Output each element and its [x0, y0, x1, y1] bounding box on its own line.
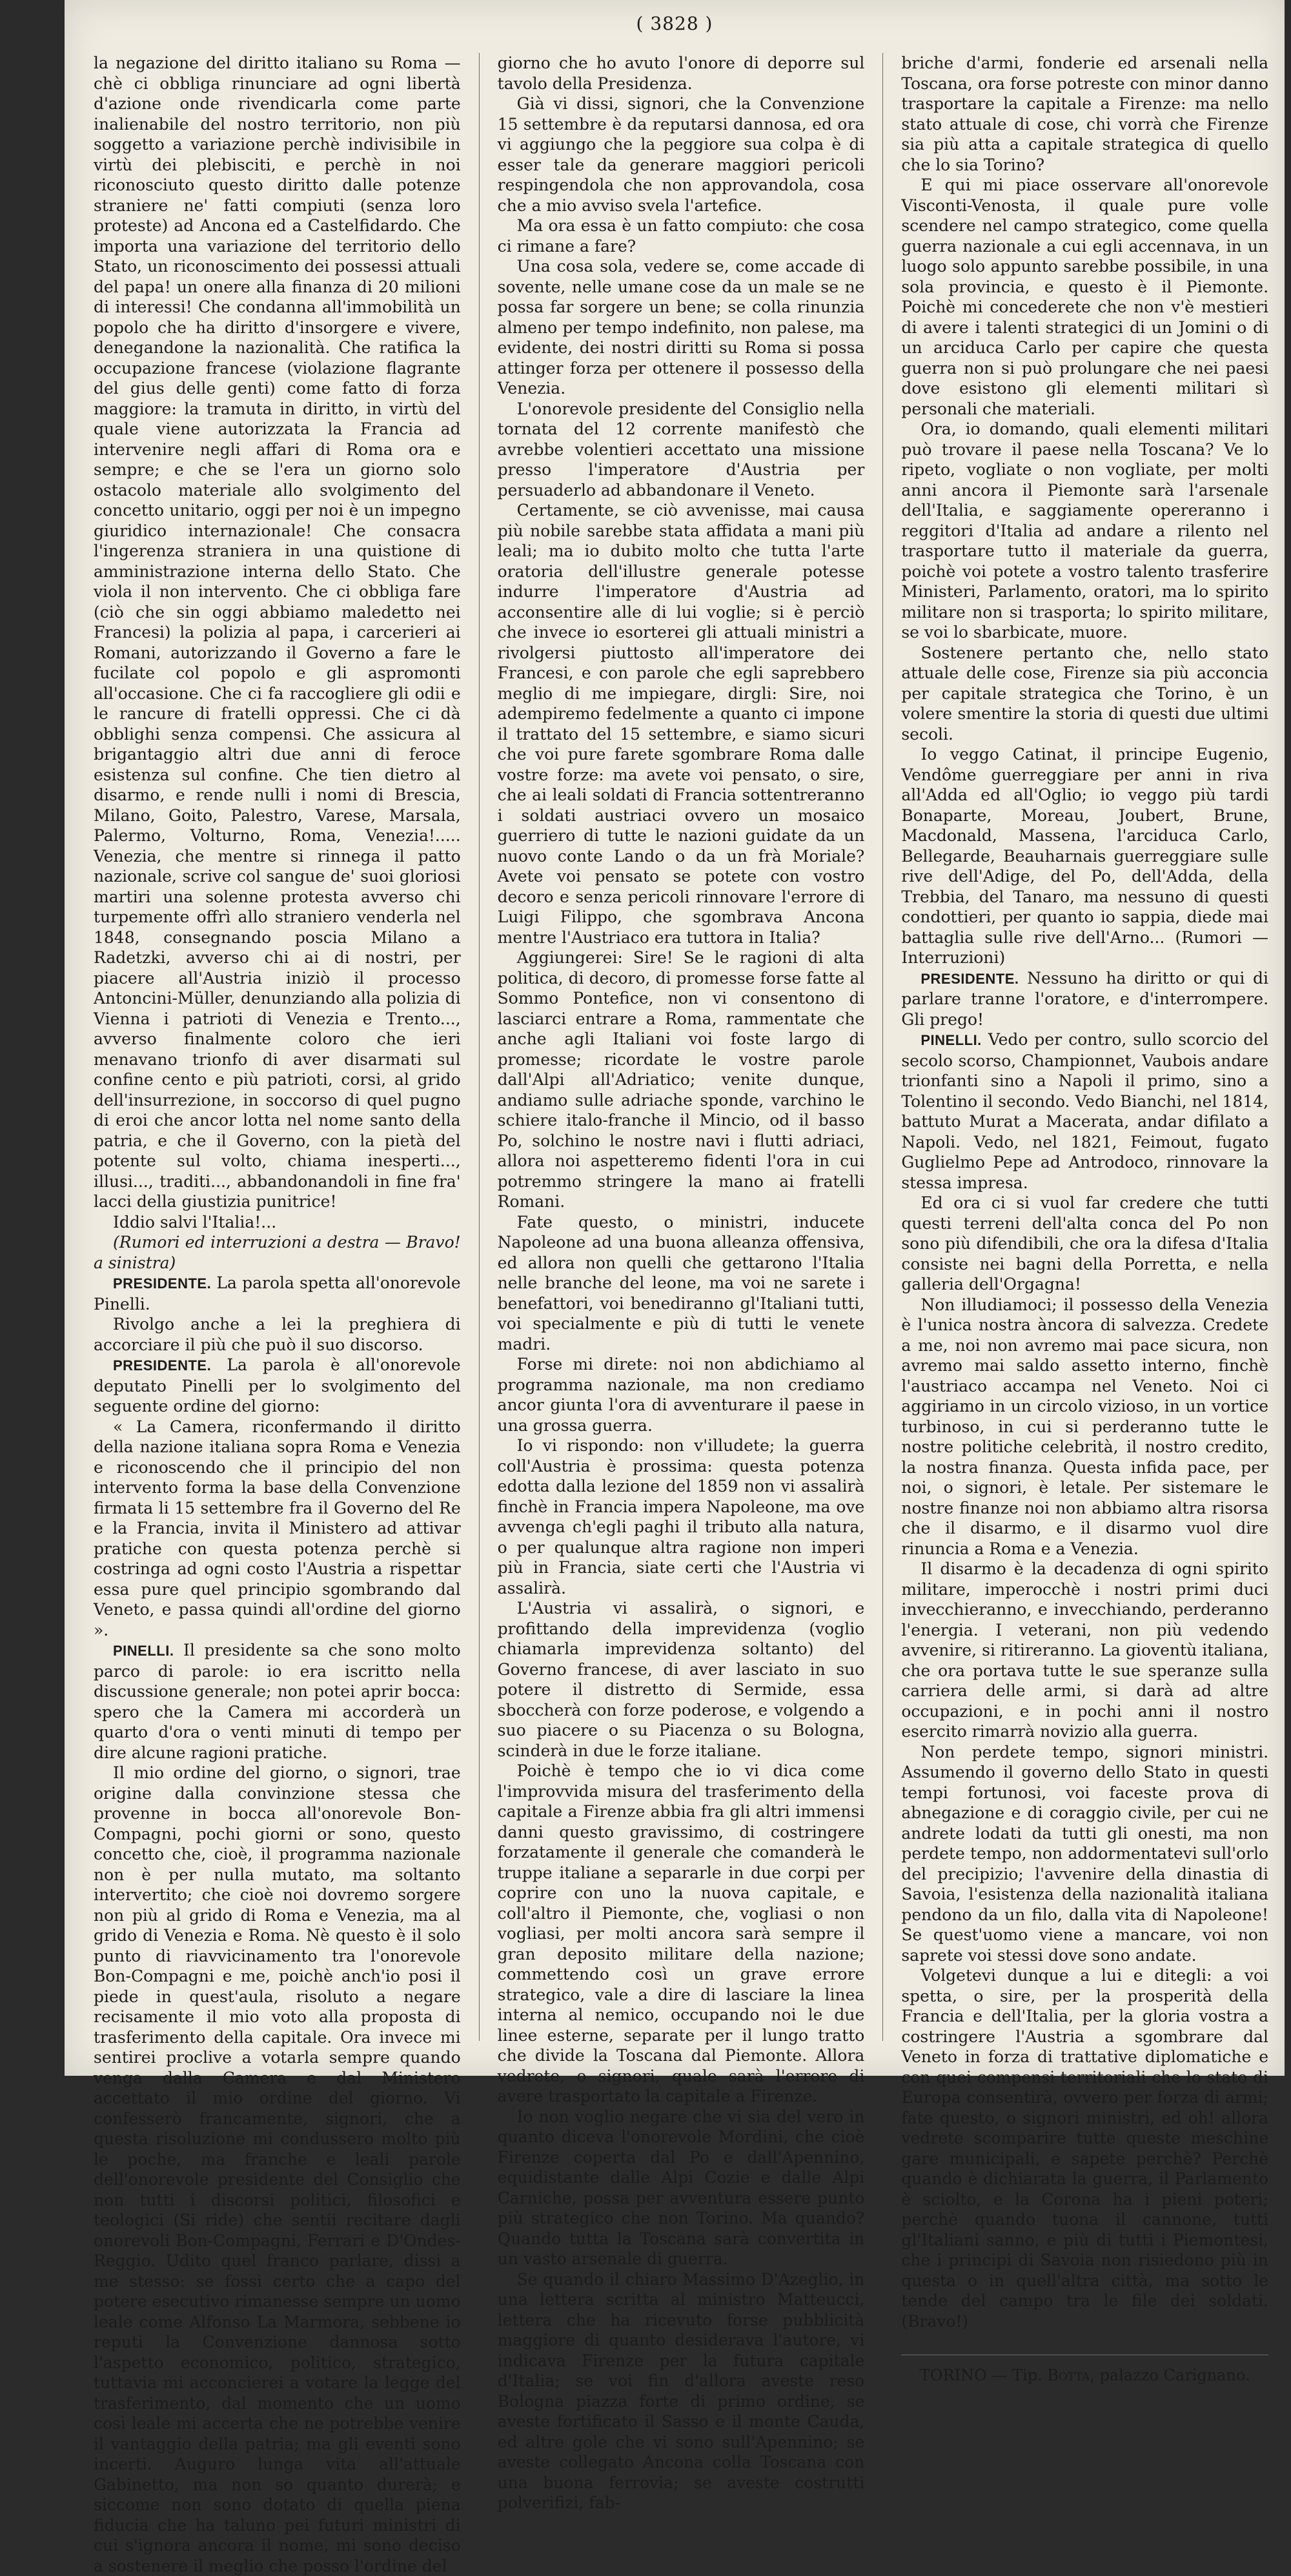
paragraph	[94, 1355, 461, 1417]
paragraph	[901, 1742, 1268, 1966]
paragraph-text: Se quando il chiaro Massimo D'Azeglio, in una lettera scritta al ministro Matteucci, lettera che ha ricevuto forse pubblicità maggiore di quanto desiderava l'autore, vi indicava Firenze per la futura capitale d'Italia; se voi fin d'allora aveste reso Bologna piazza forte di primo ordine, se aveste fortificato il Sasso e il monte Cauda, ed altre gole che vi sono sull'Apennino; se aveste collegato Ancona colla Toscana con una buona ferrovia; se aveste costrutti polverifizi, fab-	[497, 2269, 865, 2512]
paragraph-text: Aggiungerei: Sire! Se le ragioni di alta politica, di decoro, di promesse forse fatte al Sommo Pontefice, non vi consentono di lasciarci entrare a Roma, rammentate che anche agli Italiani voi foste largo di promesse; ricordate le vostre parole dall'Alpi all'Adriatico; venite dunque, andiamo sulle adriache sponde, varchino le schiere italo-franche il Mincio, od il basso Po, solchino le nostre navi i flutti adriaci, allora noi aspetteremo fidenti l'ora in cui potremmo stringere la mano ai fratelli Romani.	[497, 948, 865, 1211]
paragraph-text: Certamente, se ciò avvenisse, mai causa più nobile sarebbe stata affidata a mani più leali; ma io dubito molto che tutta l'arte oratoria dell'illustre generale potesse indurre l'imperatore d'Austria ad acconsentire alle di lui voglie; si è perciò che invece io esorterei gli attuali ministri a rivolgersi piuttosto all'imperatore dei Francesi, e con parole che egli saprebbero meglio di me impiegare, dirgli: Sire, noi adempiremo fedelmente a quanto ci impone il trattato del 15 settembre, e siamo sicuri che voi pure farete sgombrare Roma dalle vostre forze: ma avete voi pensato, o sire, che ai leali soldati di Francia sottentreranno i soldati austriaci ovvero un mosaico guerriero di tutte le nazioni guidate da un nuovo conte Lando o da un frà Moriale? Avete voi pensato se potete con vostro decoro e senza pericoli rinnovare l'errore di Luigi Filippo, che sgombrava Ancona mentre l'Austriaco era tuttora in Italia?	[497, 501, 865, 947]
paragraph	[498, 1354, 865, 1435]
paragraph	[901, 1193, 1268, 1295]
paragraph	[498, 399, 865, 501]
paragraph	[498, 2107, 865, 2269]
paragraph-text: « La Camera, riconfermando il diritto della nazione italiana sopra Roma e Venezia e riconoscendo che il principio del non intervento forma la base della Convenzione firmata li 15 settembre fra il Governo del Re e la Francia, invita il Ministero ad attivar pratiche con questa potenza perchè si costringa ad ogni costo l'Austria a rispettar essa pure quel principio sgombrando dal Veneto, e passa quindi all'ordine del giorno ».	[94, 1417, 461, 1639]
paragraph-text: Io vi rispondo: non v'illudete; la guerra coll'Austria è prossima: questa potenza edotta dalla lezione del 1859 non vi assalirà finchè in Francia impera Napoleone, ma ove avvenga ch'egli paghi il tributo alla natura, o per qualunque altra ragione non imperi più in Francia, siate certi che l'Austria vi assalirà.	[497, 1436, 865, 1597]
column-2	[497, 53, 865, 2512]
imprint-city: TORINO	[919, 2366, 987, 2384]
paragraph-text: Il disarmo è la decadenza di ogni spirito militare, imperocchè i nostri primi duci invecchieranno, e invecchiando, perderanno l'energia. I veterani, non più vedendo avvenire, si ritireranno. La gioventù italiana, che ora portava tutte le sue speranze sulla carriera delle armi, si darà ad altre occupazioni, e in pochi anni il nostro esercito rimarrà novizio alla guerra.	[901, 1559, 1269, 1741]
page-number: ( 3828 )	[636, 13, 713, 34]
paragraph	[94, 1763, 461, 2576]
paragraph-text: Il mio ordine del giorno, o signori, trae origine dalla convinzione stessa che provenne in bocca all'onorevole Bon-Compagni, pochi giorni or sono, questo concetto che, cioè, il programma nazionale non è per nulla mutato, ma soltanto intervertito; che cioè noi dovremo sorgere non più al grido di Roma e Venezia, ma al grido di Venezia e Roma. Nè questo è il solo punto di riavvicinamento tra l'onorevole Bon-Compagni e me, poichè anch'io posi il piede in quest'aula, risoluto a negare recisamente il mio voto alla proposta di trasferimento della capitale. Ora invece mi sentirei proclive a votarla sempre quando venga dalla Camera e dal Ministero accettato il mio ordine del giorno. Vi confesserò francamente, signori, che a questa risoluzione mi condussero molto più le poche, ma franche e leali parole dell'onorevole presidente del Consiglio che non tutti i discorsi politici, filosofici e teologici (Si ride) che sentii recitare dagli onorevoli Bon-Compagni, Ferrari e D'Ondes-Reggio. Udito quel franco parlare, dissi a me stesso: se fossi certo che a capo del potere esecutivo rimanesse sempre un uomo leale come Alfonso La Marmora, sebbene io reputi la Convenzione dannosa sotto l'aspetto economico, politico, strategico, tuttavia mi acconcierei a votare la legge del trasferimento, dal momento che un uomo così leale mi accerta che ne potrebbe venire il vantaggio della patria; ma gli eventi sono incerti. Auguro lunga vita all'attuale Gabinetto, ma non so quanto durerà; e siccome non sono dotato di quella piena fiducia che ha taluno pei futuri ministri di cui s'ignora ancora il nome, mi sono deciso a sostenere il meglio che posso l'ordine del	[94, 1763, 461, 2575]
speaker-name: PRESIDENTE.	[113, 1357, 212, 1374]
paragraph-text: Già vi dissi, signori, che la Convenzione 15 settembre è da reputarsi dannosa, ed ora vi aggiungo che la peggiore sua colpa è di esser tale da generare maggiori pericoli respingendola che non approvandola, cosa che a mio avviso svela l'artefice.	[497, 94, 865, 215]
paragraph	[901, 744, 1268, 968]
paragraph	[901, 1295, 1268, 1559]
column-1	[94, 53, 461, 2575]
paragraph-text: E qui mi piace osservare all'onorevole Visconti-Venosta, il quale pure volle scendere nel campo strategico, come quella guerra nazionale a cui egli accennava, in un luogo solo appunto sarebbe possibile, in una sola provincia, e questo è il Piemonte. Poichè mi concederete che non v'è mestieri di avere i talenti strategici di un Jomini o di un arciduca Carlo per capire che questa guerra non si può prolungare che nei paesi dove esistono gli elementi militari sì personali che materiali.	[901, 176, 1269, 418]
paragraph-text: briche d'armi, fonderie ed arsenali nella Toscana, ora forse potreste con minor danno trasportare la capitale a Firenze: ma nello stato attuale di cose, chi vorrà che Firenze sia più atta a capitale strategica di quello che lo sia Torino?	[901, 54, 1269, 174]
paragraph	[498, 216, 865, 256]
paragraph	[901, 643, 1268, 745]
column-divider	[882, 53, 883, 2041]
paragraph-text: Rivolgo anche a lei la preghiera di accorciare il più che può il suo discorso.	[94, 1315, 461, 1354]
paragraph	[94, 1640, 461, 1763]
paragraph-text: La parola è all'onorevole deputato Pinelli per lo svolgimento del seguente ordine del giorno:	[94, 1355, 461, 1415]
paragraph	[901, 1029, 1268, 1193]
paragraph-text: Iddio salvi l'Italia!...	[113, 1212, 277, 1232]
paragraph	[94, 1417, 461, 1641]
paragraph-text: La parola spetta all'onorevole Pinelli.	[94, 1273, 461, 1313]
speaker-name: PRESIDENTE.	[113, 1275, 212, 1292]
paragraph	[94, 53, 461, 1212]
paragraph-text: Vedo per contro, sullo scorcio del secolo scorso, Championnet, Vaubois andare trionfanti sino a Napoli il primo, sino a Tolentino il secondo. Vedo Bianchi, nel 1814, battuto Murat a Macerata, andar difilato a Napoli. Vedo, nel 1821, Feimout, fugato Guglielmo Pepe ad Antrodoco, rinnovare la stessa impresa.	[901, 1030, 1269, 1192]
printer-imprint	[901, 2355, 1268, 2386]
paragraph	[498, 53, 865, 94]
paragraph-text: Poichè è tempo che io vi dica come l'improvvida misura del trasferimento della capitale a Firenze abbia fra gli altri immensi danni questo gravissimo, di costringere forzatamente il generale che comanderà le truppe italiane a separarle in due corpi per coprire con uno la nuova capitale, e coll'altro il Piemonte, che, vogliasi o non vogliasi, per molti ancora sarà sempre il gran deposito militare della nazione; commettendo così un grave errore strategico, vale a dire di lasciare la linea interna al nemico, occupando noi le due linee esterne, separate per il lungo tratto che divide la Toscana dal Piemonte. Allora vedrete, o signori, quale sarà l'errore di avere trasportato la capitale a Firenze.	[497, 1761, 865, 2105]
paragraph	[498, 1598, 865, 1761]
imprint-dash: —	[991, 2366, 1008, 2384]
paragraph	[498, 2269, 865, 2513]
paragraph	[94, 1314, 461, 1355]
paragraph	[94, 1232, 461, 1273]
speaker-name: PINELLI.	[920, 1032, 982, 1048]
imprint-printer: Botta	[1047, 2366, 1090, 2384]
paragraph-text: Ora, io domando, quali elementi militari può trovare il paese nella Toscana? Ve lo ripeto, vogliate o non vogliate, per molti anni ancora il Piemonte sarà l'arsenale dell'Italia, e saggiamente opereranno i reggitori d'Italia ad andare a rilento nel trasportare tutto il materiale da guerra, poichè voi potete a vostro talento trasferire Ministeri, Parlamento, oratori, ma lo spirito militare non si trasporta; lo spirito militare, se voi lo sbarbicate, muore.	[901, 420, 1269, 642]
paragraph	[498, 500, 865, 948]
paragraph	[901, 53, 1268, 175]
column-3	[901, 53, 1269, 2384]
paragraph-text: Volgetevi dunque a lui e ditegli: a voi spetta, o sire, per la prosperità della Francia e dell'Italia, per la gloria vostra a costringere l'Austria a sgombrare dal Veneto in forza di trattative diplomatiche e con quei compensi territoriali che lo stato di Europa consentirà, ovvero per forza di armi; fate questo, o signori ministri, ed oh! allora vedrete scomparire tutte queste meschine gare municipali, e sapete perchè? Perchè quando è dichiarata la guerra, il Parlamento è sciolto, e la Corona ha i pieni poteri; perchè quando tuona il cannone, tutti gl'Italiani sanno, e più di tutti i Piemontesi, che i principi di Savoia non risiedono più in questa o in quell'altra città, ma sotto le tende del campo tra le file dei soldati. (Bravo!)	[901, 1966, 1269, 2331]
speaker-name: PINELLI.	[113, 1643, 174, 1659]
paragraph-text: Forse mi direte: noi non abdichiamo al programma nazionale, ma non crediamo ancor giunta l'ora di avventurare il paese in una grossa guerra.	[497, 1355, 865, 1435]
paragraph	[498, 1761, 865, 2107]
text-columns	[94, 53, 1269, 2575]
paragraph	[498, 256, 865, 399]
paragraph-text: Io veggo Catinat, il principe Eugenio, Vendôme guerreggiare per anni in riva all'Adda ed all'Oglio; io veggo più tardi Bonaparte, Moreau, Joubert, Brune, Macdonald, Massena, l'arciduca Carlo, Bellegarde, Beauharnais guerreggiare sulle rive dell'Adige, del Po, dell'Adda, della Trebbia, del Tanaro, ma nessuno di questi condottieri, per quanto io sappia, diede mai battaglia sulle rive dell'Arno... (Rumori — Interruzioni)	[901, 745, 1269, 967]
paragraph-text: Il presidente sa che sono molto parco di parole: io era iscritto nella discussione generale; non potei aprir bocca: spero che la Camera mi accorderà un quarto d'ora o venti minuti di tempo per dire alcune ragioni pratiche.	[94, 1641, 461, 1762]
speaker-name: PRESIDENTE.	[920, 970, 1019, 987]
paragraph	[901, 1559, 1268, 1742]
paragraph-text: Ed ora ci si vuol far credere che tutti questi terreni dell'alta conca del Po non sono più difendibili, che ora la difesa d'Italia consiste nei bagni della Porretta, e nella galleria dell'Orgagna!	[901, 1193, 1269, 1293]
paragraph-text: Ma ora essa è un fatto compiuto: che cosa ci rimane a fare?	[497, 216, 865, 256]
column-divider	[479, 53, 480, 2041]
paragraph-text: Una cosa sola, vedere se, come accade di sovente, nelle umane cose da un male se ne possa far sorgere un bene; se colla rinunzia almeno per tempo indefinito, non palese, ma evidente, dei nostri diritti su Roma si possa attinger forza per ottenere il possesso della Venezia.	[497, 257, 865, 398]
paragraph	[901, 175, 1268, 419]
paragraph-text: Fate questo, o ministri, inducete Napoleone ad una buona alleanza offensiva, ed allora non quelli che gettarono l'Italia nelle branche del leone, ma voi ne sarete i benefattori, voi benediranno gl'Italiani tutti, voi specialmente e più di tutti le venete madri.	[497, 1212, 865, 1354]
paragraph	[498, 1212, 865, 1355]
paragraph	[901, 419, 1268, 643]
paragraph	[901, 968, 1268, 1030]
paragraph-text: la negazione del diritto italiano su Roma — chè ci obbliga rinunciare ad ogni libertà d'azione onde rivendicarla come parte inalienabile del nostro territorio, non più soggetto a variazione perchè indivisibile in virtù dei plebisciti, e perchè in noi riconosciuto questo diritto dalle potenze straniere ne' fatti compiuti (senza loro proteste) ad Ancona ed a Castelfidardo. Che importa una variazione del territorio dello Stato, un riconoscimento dei possessi attuali del papa! un onere alla finanza di 20 milioni di interessi! Che condanna all'immobilità un popolo che ha diritto d'insorgere e vivere, denegandone la nazionalità. Che ratifica la occupazione francese (violazione flagrante del gius delle genti) come fatto di forza maggiore: la tramuta in diritto, in virtù del quale viene autorizzata la Francia ad intervenire negli affari di Roma ora e sempre; e che se l'era un giorno solo ostacolo materiale allo svolgimento del concetto unitario, oggi per noi è un impegno giuridico internazionale! Che consacra l'ingerenza straniera in una quistione di amministrazione interna dello Stato. Che viola il non intervento. Che ci obbliga fare (ciò che sin oggi abbiamo maledetto nei Francesi) la polizia al papa, i carcerieri ai Romani, autorizzando il Governo a fare le fucilate col popolo e gli aspromonti all'occasione. Che ci fa raccogliere gli odii e le rancure di fratelli oppressi. Che ci dà obblighi senza compensi. Che assicura al brigantaggio altri due anni di feroce esistenza sul confine. Che tien dietro al disarmo, e rende nulli i nomi di Brescia, Milano, Goito, Palestro, Varese, Marsala, Palermo, Volturno, Roma, Venezia!..... Venezia, che mentre si rinnega il patto nazionale, scrive col sangue de' suoi gloriosi martiri una solenne protesta avverso chi turpemente offrì allo straniero venderla nel 1848, consegnando poscia Milano a Radetzki, avverso chi ai di nostri, per piacere all'Austria iniziò il processo Antoncini-Müller, denunziando alla polizia di Vienna i patrioti di Venezia e Trento..., avverso finalmente coloro che ieri menavano trionfo di aver disarmati sul confine cento e più patrioti, corsi, al grido dell'insurrezione, in soccorso di quel pugno di eroi che ancor lotta nel nome santo della patria, e che il Governo, con la pietà del potente sul volto, chiama inesperti..., illusi..., traditi..., abbandonandoli in fine fra' lacci della giustizia punitrice!	[94, 54, 461, 1211]
paragraph	[94, 1212, 461, 1233]
newspaper-page	[65, 0, 1285, 2575]
paragraph-text: Sostenere pertanto che, nello stato attuale delle cose, Firenze sia più acconcia per capitale strategica che Torino, è un volere smentire la storia di questi due ultimi secoli.	[901, 643, 1269, 744]
paragraph-text: Non perdete tempo, signori ministri. Assumendo il governo dello Stato in questi tempi fortunosi, voi faceste prova di abnegazione e di coraggio civile, per cui ne andrete lodati da tutti gli onesti, ma non perdete tempo, non addormentatevi sull'orlo del precipizio; l'avvenire della dinastia di Savoia, l'esistenza della nazionalità italiana pendono da un filo, dalla vita di Napoleone! Se quest'uomo viene a mancare, voi non saprete voi stessi dove sono andate.	[901, 1742, 1269, 1965]
paragraph-text: Nessuno ha diritto or qui di parlare tranne l'oratore, e d'interrompere. Gli prego!	[901, 968, 1269, 1029]
paragraph	[901, 1965, 1268, 2331]
paragraph-text: L'onorevole presidente del Consiglio nella tornata del 12 corrente manifestò che avrebbe volentieri accettato una missione presso l'imperatore d'Austria per persuaderlo ad abbandonare il Veneto.	[497, 399, 865, 500]
paragraph-text: (Rumori ed interruzioni a destra — Bravo! a sinistra)	[94, 1233, 461, 1272]
paragraph-text: Io non voglio negare che vi sia del vero in quanto diceva l'onorevole Mordini, che cioè Firenze coperta dal Po e dall'Apennino, equidistante dalle Alpi Cozie e dalle Alpi Carniche, possa per avventura essere punto più strategico che non Torino. Ma quando? Quando tutta la Toscana sarà convertita in un vasto arsenale di guerra.	[497, 2107, 865, 2268]
paragraph-text: Non illudiamoci; il possesso della Venezia è l'unica nostra àncora di salvezza. Credete a me, noi non avremo mai pace sicura, non avremo mai saldo assetto interno, finchè l'austriaco accampa nel Veneto. Noi ci aggiriamo in un circolo vizioso, in un vortice turbinoso, in cui si perderanno tutte le nostre politiche celebrità, il nostro credito, la nostra finanza. Questa infida pace, per noi, o signori, è letale. Per sistemare le nostre finanze noi non abbiamo altra risorsa che il disarmo, e il disarmo vuol dire rinuncia a Roma e a Venezia.	[901, 1295, 1269, 1558]
paragraph	[498, 94, 865, 216]
paragraph	[94, 1273, 461, 1314]
paragraph	[498, 948, 865, 1212]
paragraph-text: giorno che ho avuto l'onore di deporre sul tavolo della Presidenza.	[497, 54, 865, 93]
paragraph-text: L'Austria vi assalirà, o signori, e profittando della imprevidenza (voglio chiamarla imprevidenza soltanto) del Governo francese, di aver lasciato in suo potere il distretto di Sermide, essa sboccherà con forze poderose, e volgendo a suo piacere o su Piacenza o su Bologna, scinderà in due le forze italiane.	[497, 1599, 865, 1760]
paragraph	[498, 1435, 865, 1598]
imprint-address: , palazzo Carignano.	[1090, 2366, 1250, 2384]
imprint-prefix: Tip.	[1011, 2366, 1042, 2384]
